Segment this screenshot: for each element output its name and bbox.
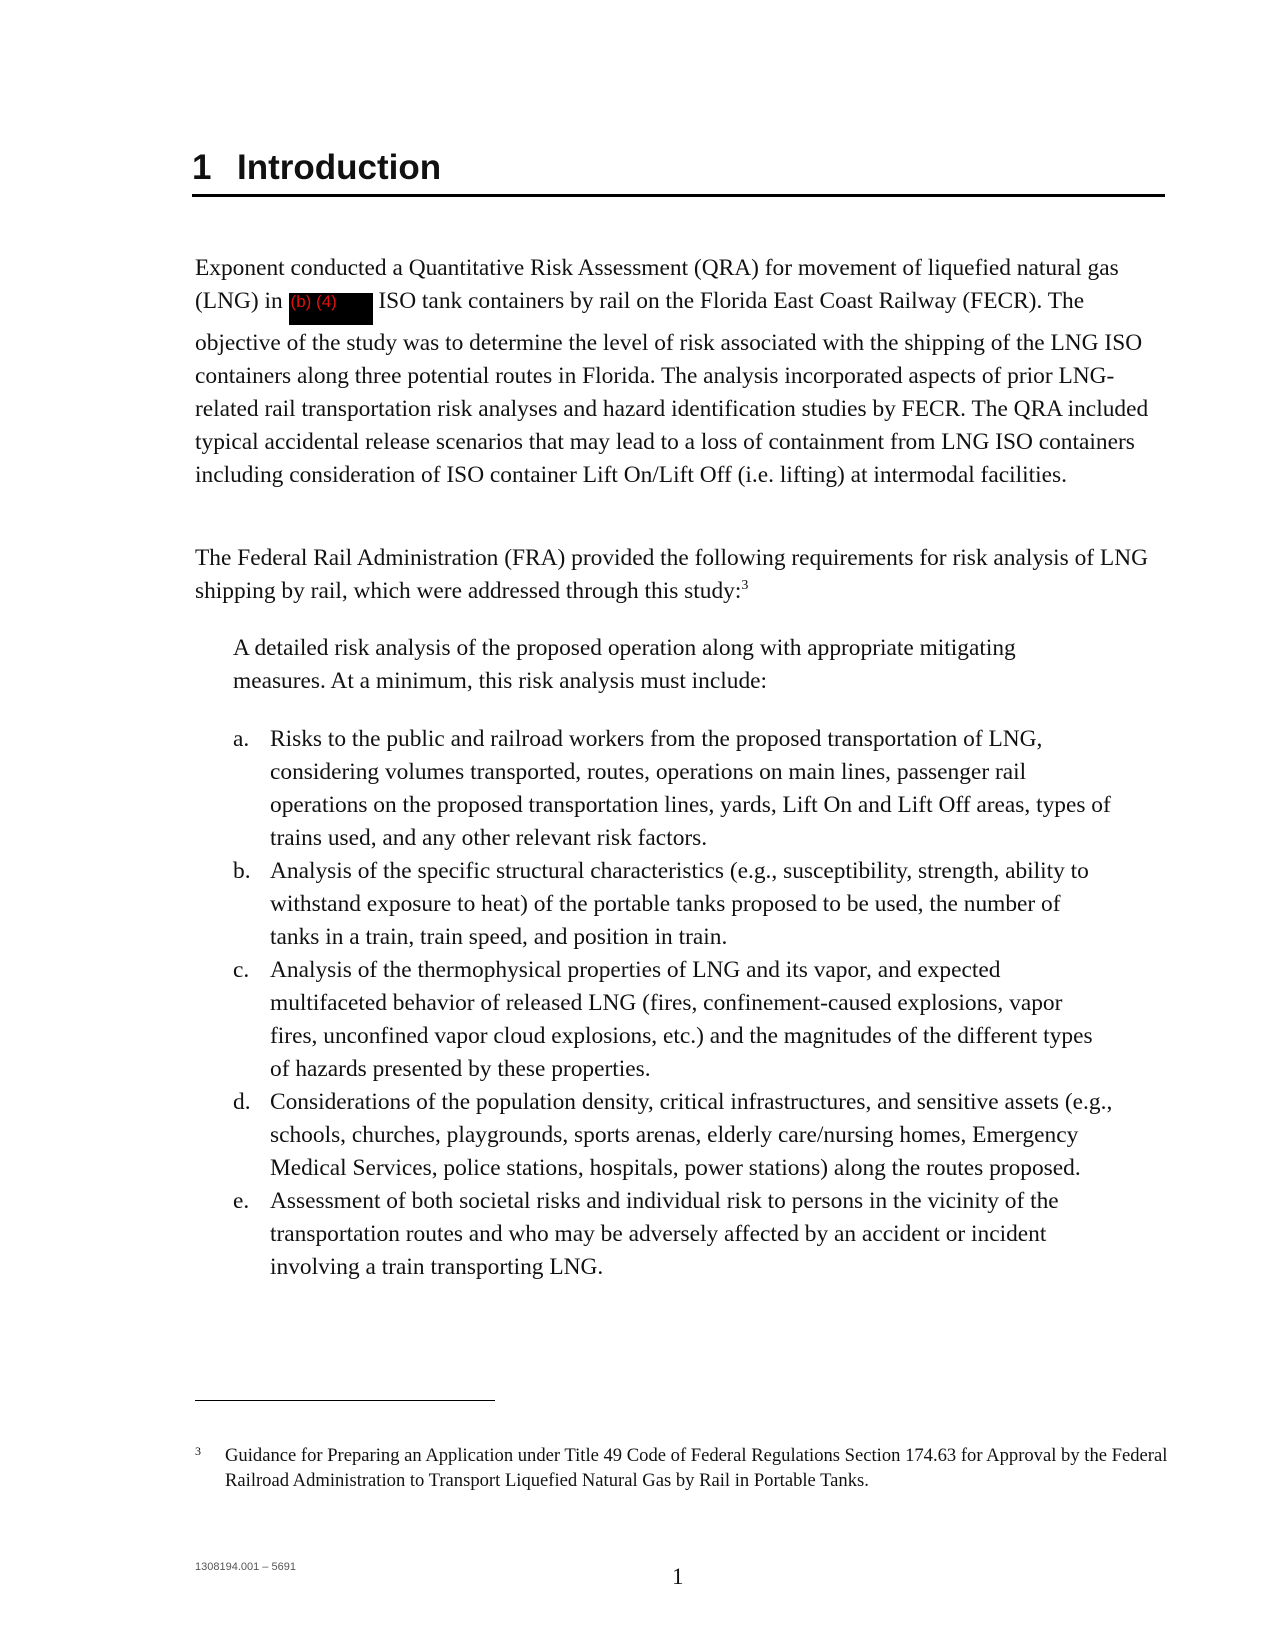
footnote-reference: 3: [741, 578, 749, 593]
list-marker: d.: [233, 1089, 251, 1115]
footnote-marker: 3: [195, 1444, 201, 1458]
list-marker: b.: [233, 858, 251, 884]
section-heading: [192, 148, 1165, 197]
list-item: [233, 954, 1113, 1086]
requirements-paragraph: [195, 542, 1175, 608]
intro-text-rest: ISO tank containers by rail on the Florida East Coast Railway (FECR). The objective of the study was to determine the level of risk associated with the shipping of the LNG ISO containers along three potential routes in Florida. The analysis incorporated aspects of prior LNG-related rail transportation risk analyses and hazard identification studies by FECR. The QRA included typical accidental release scenarios that may lead to a loss of containment from LNG ISO containers including consideration of ISO container Lift On/Lift Off (i.e. lifting) at intermodal facilities.: [195, 288, 1149, 488]
section-number: 1: [192, 148, 212, 187]
list-marker: c.: [233, 957, 250, 983]
redaction-label: (b) (4): [290, 292, 337, 311]
list-item: [233, 1185, 1113, 1284]
list-item: [233, 723, 1113, 855]
quote-intro: A detailed risk analysis of the proposed operation along with appropriate mitigating measures. At a minimum, this risk analysis must include:: [233, 635, 1016, 694]
intro-paragraph: [195, 252, 1175, 492]
section-title: Introduction: [237, 148, 442, 187]
list-item: [233, 855, 1113, 954]
requirements-text: The Federal Rail Administration (FRA) provided the following requirements for risk analysis of LNG shipping by rail, which were addressed through this study:: [195, 545, 1148, 604]
list-item-text: Considerations of the population density, critical infrastructures, and sensitive assets (e.g., schools, churches, playgrounds, sports arenas, elderly care/nursing homes, Emergency Medical Services, police stations, hospitals, power stations) along the routes proposed.: [270, 1089, 1113, 1181]
list-item: [233, 1086, 1113, 1185]
list-marker: a.: [233, 726, 250, 752]
list-item-text: Analysis of the thermophysical properties of LNG and its vapor, and expected multifaceted behavior of released LNG (fires, confinement-caused explosions, vapor fires, unconfined vapor cloud explosions, etc.) and the magnitudes of the different types of hazards presented by these properties.: [270, 957, 1093, 1082]
document-id: 1308194.001 – 5691: [195, 1561, 296, 1573]
intro-text-start: Exponent conducted a Quantitative Risk Assessment (QRA) for movement of liquefied natural gas (LNG) in: [195, 255, 1119, 314]
footnote-text: Guidance for Preparing an Application under Title 49 Code of Federal Regulations Section 174.63 for Approval by the Federal Railroad Administration to Transport Liquefied Natural Gas by Rail in Portable Tanks.: [225, 1445, 1168, 1491]
list-item-text: Analysis of the specific structural characteristics (e.g., susceptibility, strength, ability to withstand exposure to heat) of the portable tanks proposed to be used, the number of tanks in a train, train speed, and position in train.: [270, 858, 1089, 950]
requirements-list: [233, 723, 1113, 1284]
list-item-text: Risks to the public and railroad workers from the proposed transportation of LNG, considering volumes transported, routes, operations on main lines, passenger rail operations on the proposed transportation lines, yards, Lift On and Lift Off areas, types of trains used, and any other relevant risk factors.: [270, 726, 1111, 851]
footnote-separator: [195, 1400, 495, 1401]
page-number: 1: [672, 1564, 684, 1589]
redaction-box: [289, 293, 373, 325]
list-item-text: Assessment of both societal risks and individual risk to persons in the vicinity of the transportation routes and who may be adversely affected by an accident or incident involving a train transporting LNG.: [270, 1188, 1059, 1280]
footnote: [195, 1443, 1170, 1493]
list-marker: e.: [233, 1188, 250, 1214]
